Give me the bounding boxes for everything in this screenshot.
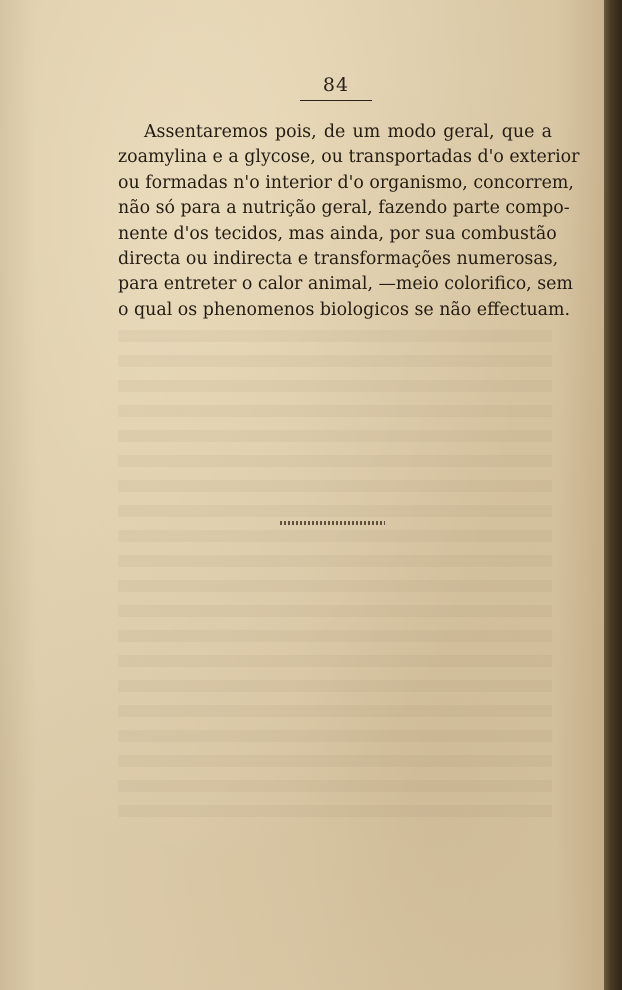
page-number-rule <box>300 100 372 101</box>
paragraph-line: para entreter o calor animal, —meio colorifico, sem <box>118 274 573 295</box>
book-spine-edge <box>604 0 622 990</box>
paragraph-line: não só para a nutrição geral, fazendo parte compo- <box>118 198 570 219</box>
show-through-texture <box>118 330 552 830</box>
paragraph-line: o qual os phenomenos biologicos se não effectuam. <box>118 299 571 320</box>
page-number: 84 <box>322 74 350 96</box>
paragraph-line: Assentaremos pois, de um modo geral, que a <box>144 122 552 142</box>
paragraph-line: zoamylina e a glycose, ou transportadas d'o exterior <box>118 147 580 168</box>
paragraph-line: ou formadas n'o interior d'o organismo, concorrem, <box>118 172 574 193</box>
paragraph-line: nente d'os tecidos, mas ainda, por sua combustão <box>118 223 557 244</box>
paragraph-line: directa ou indirecta e transformações numerosas, <box>118 249 559 270</box>
section-end-ornament <box>280 521 385 525</box>
body-paragraph <box>118 120 580 323</box>
